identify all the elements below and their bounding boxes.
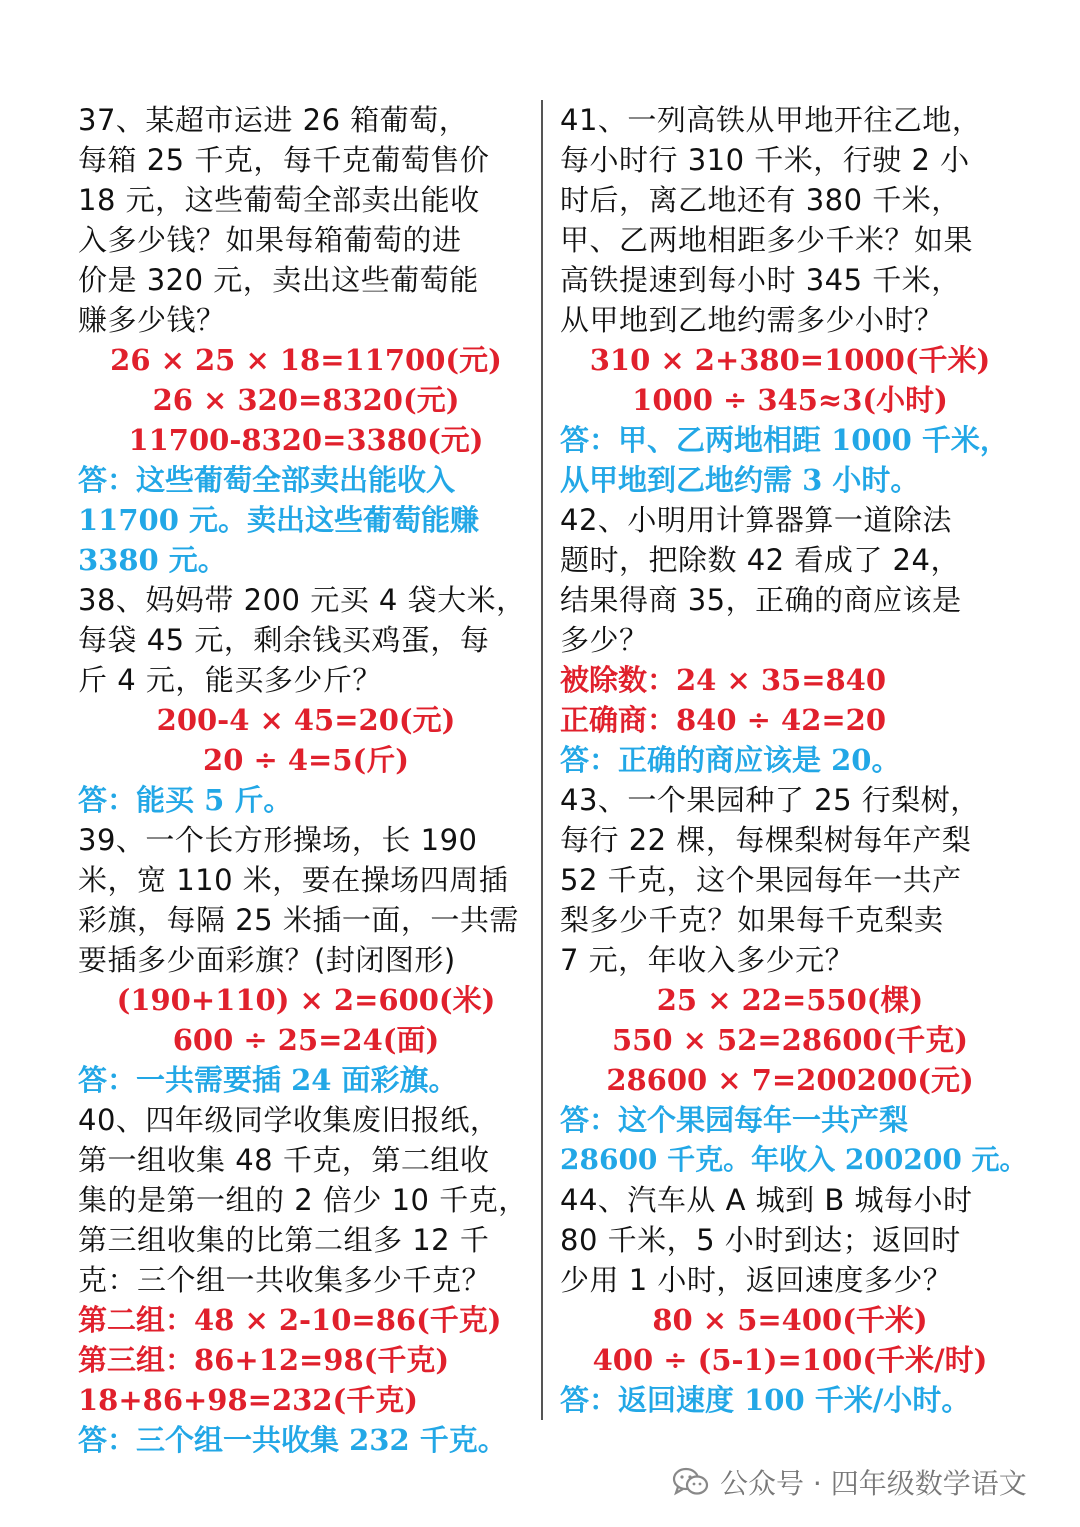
calculation-line: 600 ÷ 25=24(面) — [172, 1023, 440, 1057]
answer-line: 11700 元。卖出这些葡萄能赚 — [78, 503, 479, 537]
question-line: 18 元，这些葡萄全部卖出能收 — [78, 183, 480, 217]
calculation-line: 20 ÷ 4=5(斤) — [203, 743, 409, 777]
answer-line: 28600 千克。年收入 200200 元。 — [560, 1143, 1028, 1176]
answer-line: 答：这些葡萄全部卖出能收入 — [78, 463, 456, 497]
question-line: 梨多少千克？如果每千克梨卖 — [560, 903, 944, 937]
answer-line: 答：三个组一共收集 232 千克。 — [78, 1423, 507, 1457]
question-line: 从甲地到乙地约需多少小时？ — [560, 303, 944, 337]
answer-line: 答：能买 5 斤。 — [78, 783, 293, 817]
calculation-line: 400 ÷ (5-1)=100(千米/时) — [592, 1343, 988, 1377]
question-line: 多少？ — [560, 623, 649, 657]
question-line: 43、一个果园种了 25 行梨树， — [560, 783, 980, 817]
calculation-line: 18+86+98=232(千克) — [78, 1383, 418, 1417]
question-line: 价是 320 元，卖出这些葡萄能 — [78, 263, 479, 297]
question-line: 题时，把除数 42 看成了 24， — [560, 543, 960, 577]
answer-line: 3380 元。 — [78, 543, 227, 577]
calculation-line: 80 × 5=400(千米) — [652, 1303, 928, 1337]
answer-line: 答：一共需要插 24 面彩旗。 — [78, 1063, 458, 1097]
question-line: 彩旗，每隔 25 米插一面，一共需 — [78, 903, 519, 937]
calculation-line: 310 × 2+380=1000(千米) — [589, 343, 991, 377]
answer-line: 从甲地到乙地约需 3 小时。 — [560, 463, 920, 497]
calculation-line: 1000 ÷ 345≈3(小时) — [632, 383, 948, 417]
question-line: 42、小明用计算器算一道除法 — [560, 503, 952, 537]
calculation-line: 26 × 320=8320(元) — [152, 383, 460, 417]
wechat-icon — [672, 1466, 710, 1498]
question-line: 41、一列高铁从甲地开往乙地， — [560, 103, 982, 137]
calculation-line: 第三组：86+12=98(千克) — [78, 1343, 450, 1377]
watermark-text: 公众号 · 四年级数学语文 — [720, 1467, 1027, 1500]
left-column — [78, 100, 534, 1460]
answer-line: 答：正确的商应该是 20。 — [560, 743, 901, 777]
question-line: 44、汽车从 A 城到 B 城每小时 — [560, 1183, 973, 1217]
question-line: 7 元，年收入多少元？ — [560, 943, 855, 977]
calculation-line: 被除数：24 × 35=840 — [560, 663, 887, 697]
question-line: 米，宽 110 米，要在操场四周插 — [78, 863, 509, 897]
question-line: 集的是第一组的 2 倍少 10 千克， — [78, 1183, 528, 1217]
question-line: 赚多少钱？ — [78, 303, 226, 337]
question-line: 高铁提速到每小时 345 千米， — [560, 263, 961, 297]
calculation-line: 第二组：48 × 2-10=86(千克) — [78, 1303, 502, 1337]
right-column — [560, 100, 1028, 1420]
question-line: 39、一个长方形操场，长 190 — [78, 823, 478, 857]
calculation-line: 正确商：840 ÷ 42=20 — [560, 703, 887, 737]
question-line: 每小时行 310 千米，行驶 2 小 — [560, 143, 970, 177]
question-line: 40、四年级同学收集废旧报纸， — [78, 1103, 500, 1137]
question-line: 每袋 45 元，剩余钱买鸡蛋，每 — [78, 623, 490, 657]
question-line: 每行 22 棵，每棵梨树每年产梨 — [560, 823, 972, 857]
answer-line: 答：甲、乙两地相距 1000 千米， — [560, 423, 1009, 457]
column-divider — [541, 100, 543, 1420]
question-line: 52 千克，这个果园每年一共产 — [560, 863, 962, 897]
watermark — [672, 1462, 1027, 1502]
question-line: 每箱 25 千克，每千克葡萄售价 — [78, 143, 490, 177]
question-line: 斤 4 元，能买多少斤？ — [78, 663, 382, 697]
question-line: 要插多少面彩旗？(封闭图形) — [78, 943, 456, 977]
question-line: 第一组收集 48 千克，第二组收 — [78, 1143, 490, 1177]
calculation-line: 11700-8320=3380(元) — [128, 423, 484, 457]
calculation-line: 25 × 22=550(棵) — [656, 983, 924, 1017]
calculation-line: (190+110) × 2=600(米) — [116, 983, 496, 1017]
question-line: 入多少钱？如果每箱葡萄的进 — [78, 223, 462, 257]
question-line: 第三组收集的比第二组多 12 千 — [78, 1223, 490, 1257]
calculation-line: 28600 × 7=200200(元) — [606, 1063, 974, 1097]
calculation-line: 26 × 25 × 18=11700(元) — [110, 343, 502, 377]
question-line: 38、妈妈带 200 元买 4 袋大米， — [78, 583, 526, 617]
question-line: 37、某超市运进 26 箱葡萄， — [78, 103, 469, 137]
calculation-line: 200-4 × 45=20(元) — [156, 703, 456, 737]
answer-line: 答：返回速度 100 千米/小时。 — [560, 1383, 971, 1417]
question-line: 结果得商 35，正确的商应该是 — [560, 583, 962, 617]
question-line: 甲、乙两地相距多少千米？如果 — [560, 223, 974, 257]
question-line: 80 千米，5 小时到达；返回时 — [560, 1223, 961, 1257]
answer-line: 答：这个果园每年一共产梨 — [560, 1103, 909, 1137]
question-line: 少用 1 小时，返回速度多少？ — [560, 1263, 953, 1297]
question-line: 时后，离乙地还有 380 千米， — [560, 183, 961, 217]
question-line: 克：三个组一共收集多少千克？ — [78, 1263, 492, 1297]
calculation-line: 550 × 52=28600(千克) — [611, 1023, 968, 1057]
